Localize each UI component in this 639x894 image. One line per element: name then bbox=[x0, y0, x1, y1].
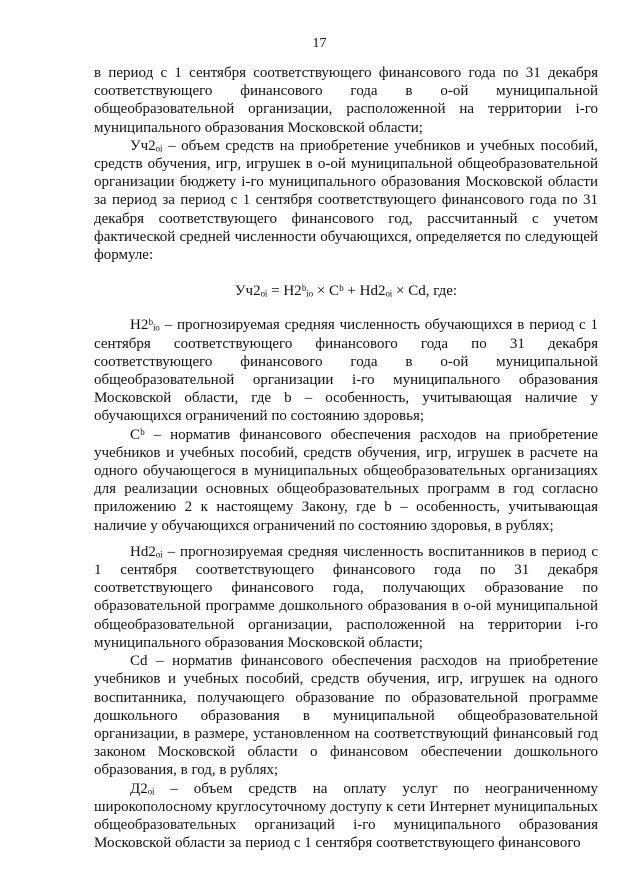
paragraph-cd-definition: Сd – норматив финансового обеспечения расходов на приобретение учебников и учебных пособий, средств обучения, игр, игрушек на одного воспитанника, получающего образование по образовательной программе дошкольного образования в муниципальной общеобразовательной организации, в размере, установленном на соответствующий финансовый год законом Московской области о финансовом обеспечении дошкольного образования, в год, в рублях; bbox=[94, 653, 598, 779]
paragraph-n2-definition: Н2ᵇᵢₒ – прогнозируемая средняя численность обучающихся в период с 1 сентября соответствующего финансового года по 31 декабря соответствующего финансового года в о-ой муниципальной общеобразовательной организации i-го муниципального образования Московской области, где b – особенность, учитывающая наличие у обучающихся ограничений по состоянию здоровья; bbox=[94, 317, 598, 425]
formula: Уч2ₒᵢ = Н2ᵇᵢₒ × Сᵇ + Нd2ₒᵢ × Сd, где: bbox=[234, 283, 458, 300]
paragraph-cb-definition: Сᵇ – норматив финансового обеспечения расходов на приобретение учебников и учебных пособий, средств обучения, игр, игрушек в расчете на одного обучающегося в муниципальных общеобразовательных организациях для реализации основных общеобразовательных программ в год согласно приложению 2 к настоящему Закону, где b – особенность, учитывающая наличие у обучающихся ограничений по состоянию здоровья, в рублях; bbox=[94, 426, 598, 534]
paragraph-nd2-definition: Нd2ₒᵢ – прогнозируемая средняя численность воспитанников в период с 1 сентября соответствующего финансового года по 31 декабря соответствующего финансового года, получающих образование по образовательной программе дошкольного образования в о-ой муниципальной общеобразовательной организации, расположенной на территории i-го муниципального образования Московской области; bbox=[94, 543, 598, 651]
document-body bbox=[94, 64, 598, 852]
paragraph-continuation: в период с 1 сентября соответствующего финансового года по 31 декабря соответствующего финансового года в о-ой муниципальной общеобразовательной организации, расположенной на территории i-го муниципального образования Московской области; bbox=[94, 65, 598, 136]
paragraph-d2-definition: Д2ₒᵢ – объем средств на оплату услуг по неограниченному широкополосному круглосуточному доступу к сети Интернет муниципальных общеобразовательных организаций i-го муниципального образования Московской области за период с 1 сентября соответствующего финансового bbox=[94, 780, 598, 852]
page-number: 17 bbox=[312, 36, 327, 51]
paragraph-uch2-definition: Уч2ₒᵢ – объем средств на приобретение учебников и учебных пособий, средств обучения, игр, игрушек в о-ой муниципальной общеобразовательной организации бюджету i-го муниципального образования Московской области за период за период с 1 сентября соответствующего финансового года по 31 декабря соответствующего финансового год, рассчитанный с учетом фактической средней численности обучающихся, определяется по следующей формуле: bbox=[94, 137, 598, 264]
